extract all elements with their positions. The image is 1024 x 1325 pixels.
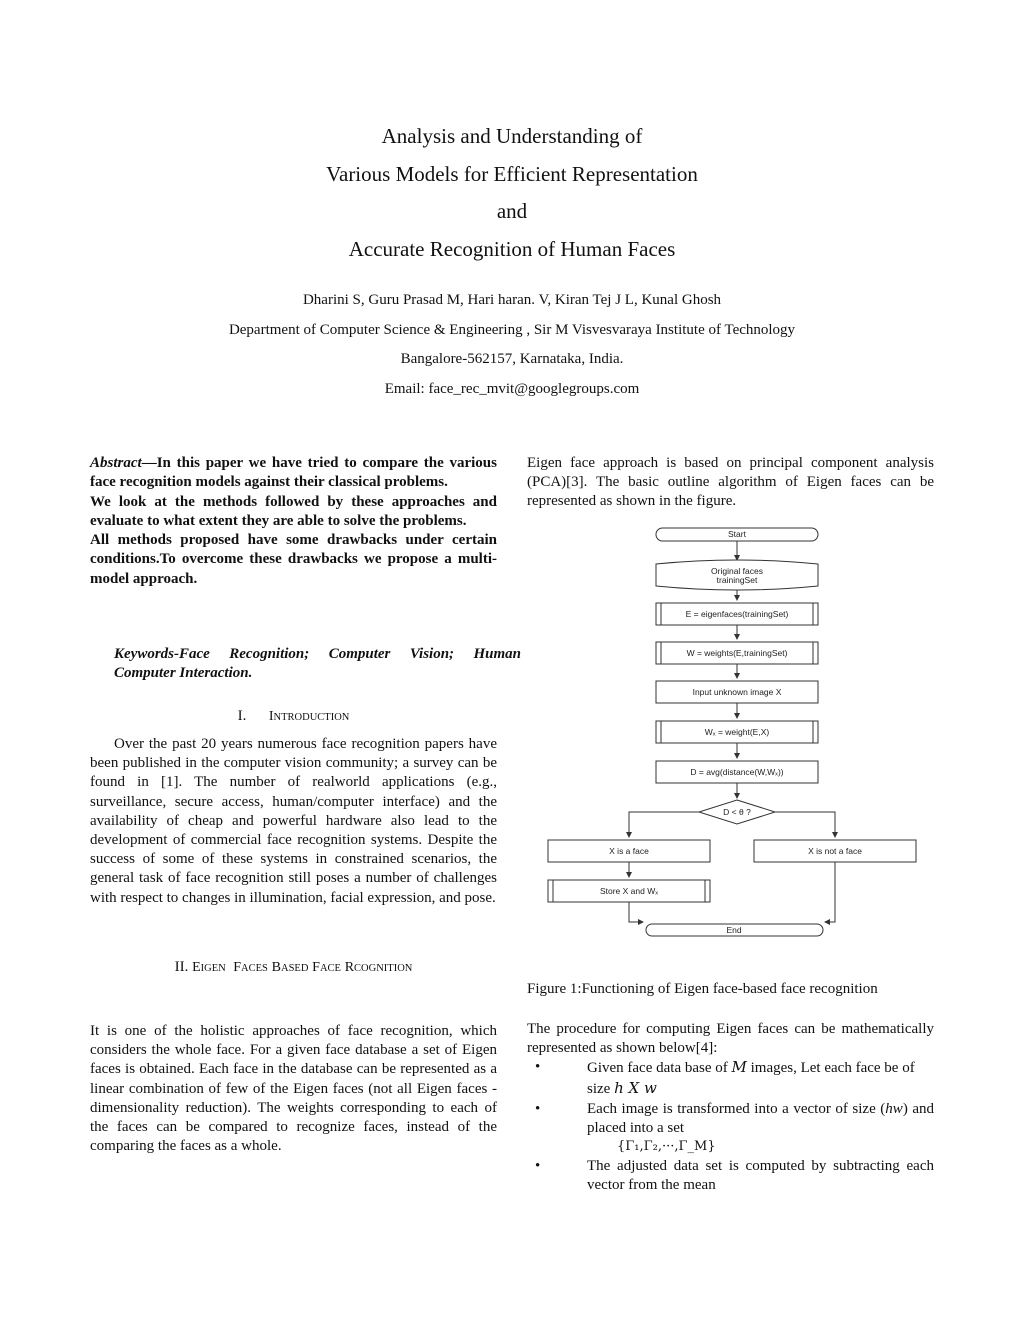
flow-start-label: Start (728, 529, 746, 539)
eigen-intro-paragraph: Eigen face approach is based on principal component analysis (PCA)[3]. The basic outline algorithm of Eigen faces can be represented as shown in the figure. (527, 455, 934, 510)
title-line-3: and (496, 199, 528, 223)
procedure-section (527, 1020, 934, 1196)
heading-rest: NTRODUCTION (273, 712, 350, 723)
keywords: Keywords-Face Recognition; Computer Vision; Human Computer Interaction. (114, 646, 521, 682)
bullet-text: The adjusted data set is computed by subtracting each vector from the mean (587, 1158, 934, 1194)
math-var: hw (885, 1100, 903, 1117)
section-number: I. (237, 708, 247, 724)
abstract-p1-text: In this paper we have tried to compare the various face recognition models against their classical problems. (90, 455, 497, 491)
bullet-text: ) and placed into a set (587, 1100, 935, 1137)
list-item (527, 1157, 934, 1195)
procedure-paragraph: The procedure for computing Eigen faces can be mathematically represented as shown below[4]: (527, 1021, 934, 1057)
bullet-text: images, Let each face be of size (587, 1060, 915, 1097)
abstract-p2: We look at the methods followed by these approaches and evaluate to what extent they are able to solve the problems. (90, 493, 497, 529)
abstract-label: Abstract (90, 455, 142, 471)
abstract-p3: All methods proposed have some drawbacks under certain conditions.To overcome these drawbacks we propose a multi-model approach. (90, 532, 497, 587)
bullet-icon: • (535, 1158, 541, 1175)
heading-initial: F (312, 960, 320, 975)
bullet-icon: • (535, 1100, 541, 1117)
section-number: II. (174, 959, 189, 975)
title-line-1: Analysis and Understanding of (381, 124, 643, 148)
flow-decision-label: D < θ ? (723, 807, 751, 817)
introduction-paragraph: Over the past 20 years numerous face recognition papers have been published in the computer vision community; a survey can be found in [1]. The number of realworld applications (e.g., surveillance, secure access, human/computer interface) and the availability of cheap and powerful hardware also lead to the development of commercial face recognition systems. Despite the success of some of these systems in constrained scenarios, the general task of face recognition still poses a number of challenges with respect to changes in illumination, facial expression, and pose. (90, 736, 497, 906)
flow-end-label: End (726, 925, 742, 935)
abstract-dash: — (141, 455, 157, 471)
flow-arrow-yes (629, 812, 699, 837)
eigen-section-body: It is one of the holistic approaches of face recognition, which considers the whole face. For a given face database a set of Eigen faces is obtained. Each face in the database can be represented as a linear combination of few of the Eigen faces (not all Eigen faces - dimensionality reduction). The weights corresponding to each of the faces can be compared to recognize faces, instead of the comparing the faces as a whole. (90, 1023, 497, 1155)
figure-caption: Figure 1:Functioning of Eigen face-based face recognition (527, 981, 878, 997)
heading-initial: F (233, 960, 242, 975)
flow-store-label: Store X and Wₓ (599, 886, 659, 896)
flow-original-label-2: trainingSet (716, 575, 758, 585)
heading-rest: COGNITION (354, 963, 413, 974)
flow-distance-label: D = avg(distance(W,Wₓ)) (690, 767, 784, 777)
flow-wx-label: Wₓ = weight(E,X) (704, 727, 770, 737)
math-set: {Γ₁,Γ₂,···,Γ_M} (617, 1139, 716, 1155)
author-department: Department of Computer Science & Engineering , Sir M Visvesvaraya Institute of Technology (228, 321, 796, 338)
flow-is-face-label: X is a face (609, 846, 649, 856)
title-line-2: Various Models for Efficient Representation (326, 161, 698, 186)
flow-eigenfaces-label: E = eigenfaces(trainingSet) (685, 609, 789, 619)
procedure-list (527, 1058, 934, 1195)
flow-arrow (825, 862, 835, 922)
math-var: h X w (614, 1078, 657, 1097)
heading-initial: R (344, 960, 355, 975)
flow-input-label: Input unknown image X (692, 687, 782, 697)
author-email: Email: face_rec_mvit@googlegroups.com (384, 380, 640, 397)
flow-arrow-no (775, 812, 835, 837)
title-line-4: Accurate Recognition of Human Faces (348, 236, 676, 261)
author-address: Bangalore-562157, Karnataka, India. (400, 351, 624, 367)
heading-rest: ASED (280, 963, 309, 974)
abstract-p1 (90, 454, 497, 493)
heading-initial: E (192, 960, 201, 975)
heading-rest: IGEN (200, 963, 226, 974)
eigenface-flowchart (545, 524, 920, 940)
flow-weights-label: W = weights(E,trainingSet) (686, 648, 788, 658)
bullet-text: Each image is transformed into a vector of size ( (587, 1100, 886, 1117)
author-names: Dharini S, Guru Prasad M, Hari haran. V, Kiran Tej J L, Kunal Ghosh (302, 292, 722, 308)
flow-original-label-1: Original faces (711, 566, 763, 576)
introduction-body (90, 735, 497, 908)
heading-initial: I (268, 709, 274, 724)
bullet-text: Given face data base of (587, 1060, 732, 1077)
abstract (90, 454, 497, 589)
author-block (0, 286, 1024, 404)
paper-title (0, 118, 1024, 268)
section-heading-eigen (90, 959, 497, 976)
math-var: M (731, 1058, 747, 1077)
flow-not-face-label: X is not a face (808, 846, 862, 856)
heading-initial: B (271, 960, 281, 975)
section-heading-introduction (90, 708, 497, 725)
list-item (527, 1058, 934, 1098)
flow-arrow (629, 902, 643, 922)
heading-rest: ACE (319, 963, 341, 974)
bullet-icon: • (535, 1059, 541, 1076)
list-item (527, 1100, 934, 1156)
heading-rest: ACES (241, 963, 268, 974)
